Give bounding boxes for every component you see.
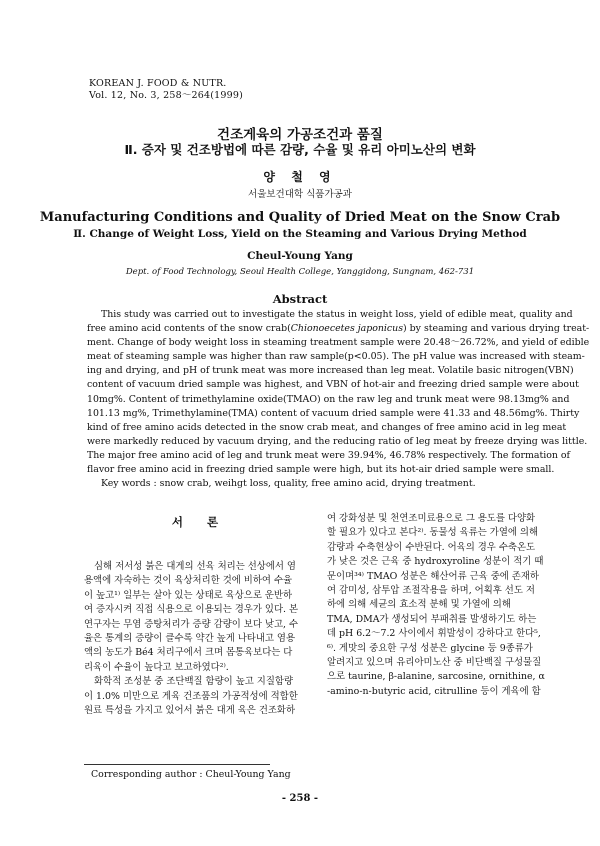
body-line: 액의 농도가 Bé4 처리구에서 크며 몸통육보다는 다 xyxy=(84,647,293,659)
species-name: Chionoecetes japonicus xyxy=(290,323,404,335)
english-title-line1: Manufacturing Conditions and Quality of Dried Meat on the Snow Crab xyxy=(39,210,561,225)
body-line: 연구자는 무염 증탕처리가 증량 감량이 보다 낮고, 수 xyxy=(84,618,299,630)
body-line: 데 pH 6.2～7.2 사이에서 휘발성이 강하다고 한다⁵, xyxy=(327,628,541,640)
body-line: 여 증자시켜 직접 식용으로 이용되는 경우가 있다. 본 xyxy=(84,604,299,616)
journal-name: KOREAN J. FOOD & NUTR. xyxy=(89,78,227,89)
body-line: 할 필요가 있다고 본다²⁾. 동물성 육류는 가열에 의해 xyxy=(327,527,539,539)
abstract-line: content of vacuum dried sample was highest, and VBN of hot-air and freezing dried sample were about xyxy=(87,379,579,391)
body-line: 여 감미성, 삼투압 조절작용을 하며, 어획후 선도 저 xyxy=(327,584,535,596)
abstract-keywords: Key words : snow crab, weihgt loss, quality, free amino acid, drying treatment. xyxy=(101,478,476,490)
abstract-line: kind of free amino acids detected in the snow crab meat, and changes of free amino acid in leg meat xyxy=(87,421,567,433)
abstract-line: The major free amino acid of leg and trunk meat were 39.94%, 46.78% respectively. The formation of xyxy=(87,449,570,461)
corresponding-author-footnote: Corresponding author : Cheul-Young Yang xyxy=(91,769,291,780)
abstract-line: meat of steaming sample was higher than raw sample(p<0.05). The pH value was increased with steam- xyxy=(87,351,585,363)
body-line: 알려지고 있으며 유리아미노산 중 비단백질 구성물질 xyxy=(327,656,542,668)
body-line: -amino-n-butyric acid, citrulline 등이 게육에 함 xyxy=(327,685,541,697)
english-title-line2: Ⅱ. Change of Weight Loss, Yield on the Steaming and Various Drying Method xyxy=(73,228,527,240)
abstract-line: This study was carried out to investigate the status in weight loss, yield of edible meat, quality and xyxy=(101,309,573,320)
abstract-line: free amino acid contents of the snow crab(Chionoecetes japonicus) by steaming and various drying treat- xyxy=(87,323,590,335)
journal-header xyxy=(89,78,243,102)
abstract-heading: Abstract xyxy=(272,292,328,306)
body-line: 화학적 조성분 중 조단백질 함량이 높고 지질함량 xyxy=(94,676,294,688)
body-line: 으로 taurine, β-alanine, sarcosine, ornithine, α xyxy=(327,671,545,683)
korean-title-line1: 건조게육의 가공조건과 품질 xyxy=(217,127,383,143)
body-line: 율은 통계의 증량이 클수록 약간 높게 나타내고 염용 xyxy=(84,632,296,644)
english-author: Cheul-Young Yang xyxy=(247,250,353,262)
left-column xyxy=(84,560,316,718)
abstract-line: flavor free amino acid in freezing dried sample were high, but its hot-air dried sample were small. xyxy=(87,464,555,476)
body-line: 이 높고¹⁾ 일부는 살아 있는 상태로 육상으로 운반하 xyxy=(84,589,293,601)
body-line: 문이며³⁴⁾ TMAO 성분은 해산어류 근육 중에 존재하 xyxy=(327,570,539,582)
abstract-line: 101.13 mg%, Trimethylamine(TMA) content of vacuum dried sample were 41.33 and 48.56mg%. Thirty xyxy=(87,407,580,419)
body-line: 심해 저서성 붉은 대게의 선육 처리는 선상에서 염 xyxy=(94,561,296,572)
body-line: 여 강화성분 및 천연조미료용으로 그 용도를 다양화 xyxy=(327,513,536,524)
body-line: 용액에 자숙하는 것이 육상처리한 것에 비하여 수율 xyxy=(84,575,293,587)
korean-author: 양 철 영 xyxy=(263,170,337,184)
korean-affiliation: 서울보건대학 식품가공과 xyxy=(248,189,352,200)
footnote-divider xyxy=(84,764,270,765)
abstract-line: 10mg%. Content of trimethylamine oxide(TMAO) on the raw leg and trunk meat were 98.13mg% and xyxy=(87,393,570,405)
abstract-line: ment. Change of body weight loss in steaming treatment sample were 20.48～26.72%, and yield of edible xyxy=(87,337,590,349)
body-line: TMA, DMA가 생성되어 부패취를 발생하기도 하는 xyxy=(327,613,537,625)
body-line: ⁶⁾. 게맛의 중요한 구성 성분은 glycine 등 9종류가 xyxy=(327,642,533,654)
body-line: 리육이 수율이 높다고 보고하였다²⁾. xyxy=(84,661,229,673)
abstract-body xyxy=(87,308,590,491)
body-line: 이 1.0% 미만으로 게육 건조품의 가공적성에 적합한 xyxy=(84,690,298,702)
body-line: 하에 의해 세균의 효소적 분해 및 가열에 의해 xyxy=(327,599,511,611)
body-line: 감량과 수축현상이 수반된다. 어육의 경우 수축온도 xyxy=(327,541,536,553)
section-heading-introduction: 서 론 xyxy=(171,515,229,529)
body-line: 가 낮은 것은 근육 중 hydroxyroline 성분이 적기 때 xyxy=(327,556,544,568)
english-affiliation: Dept. of Food Technology, Seoul Health College, Yanggidong, Sungnam, 462-731 xyxy=(125,267,475,277)
body-line: 원료 특성을 가지고 있어서 붉은 대게 육은 건조화하 xyxy=(84,704,296,716)
journal-volume: Vol. 12, No. 3, 258～264(1999) xyxy=(89,90,244,101)
abstract-line: ing and drying, and pH of trunk meat was more increased than leg meat. Volatile basic nitrogen(VBN) xyxy=(87,365,574,377)
right-column xyxy=(327,512,557,699)
abstract-line: were markedly reduced by vacuum drying, and the reducing ratio of leg meat by freeze drying was little. xyxy=(87,435,588,447)
korean-title-line2: Ⅱ. 증자 및 건조방법에 따른 감량, 수율 및 유리 아미노산의 변화 xyxy=(124,142,476,157)
page-number: - 258 - xyxy=(281,793,319,804)
